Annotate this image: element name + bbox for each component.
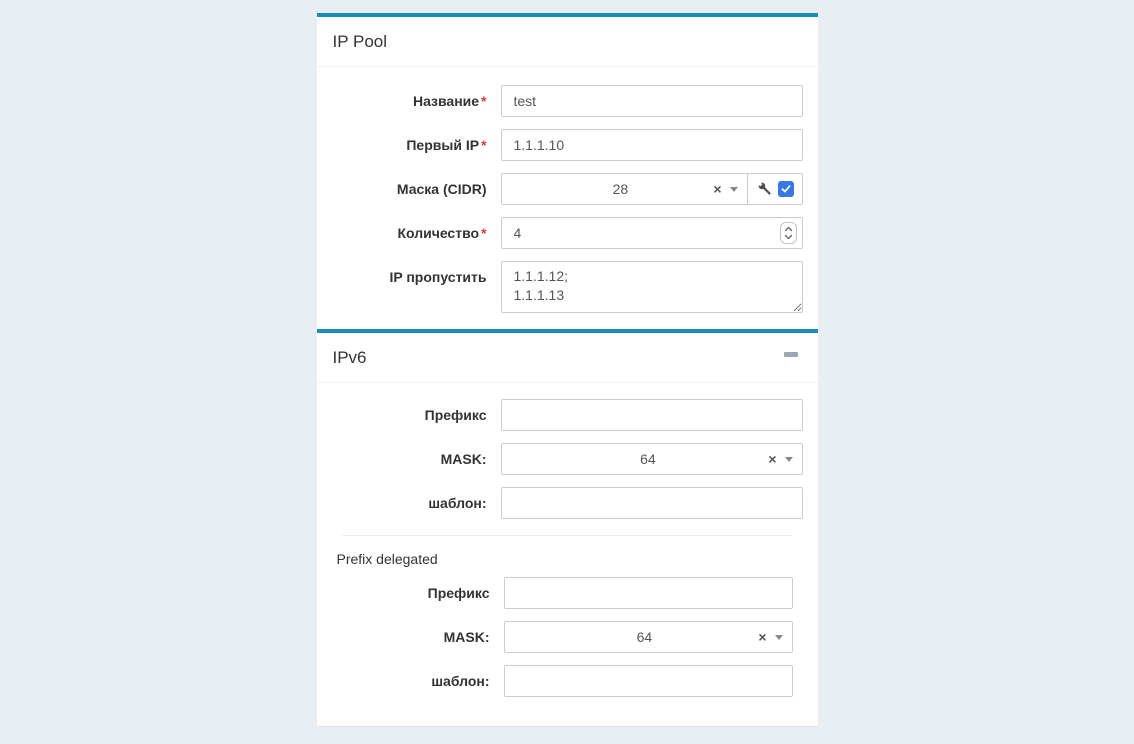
clear-icon[interactable]: × — [713, 181, 722, 197]
skip-ip-label — [332, 261, 487, 318]
count-row — [332, 217, 803, 249]
ipv6-header — [317, 333, 818, 383]
count-input[interactable] — [501, 217, 803, 249]
pd-mask-select[interactable] — [504, 621, 793, 653]
pd-template-control — [504, 665, 793, 697]
name-input[interactable] — [501, 85, 803, 117]
ip-pool-header — [317, 17, 818, 67]
mask-cidr-select[interactable] — [501, 173, 748, 205]
ipv6-mask-selected-value: 64 — [640, 451, 656, 467]
required-asterisk: * — [481, 93, 487, 109]
pd-prefix-label-text: Префикс — [427, 585, 490, 601]
mask-cidr-row — [332, 173, 803, 205]
ipv6-mask-label — [332, 443, 487, 475]
pd-mask-label-text: MASK: — [443, 629, 490, 645]
required-asterisk: * — [481, 225, 487, 241]
count-label — [332, 217, 487, 249]
wrench-icon[interactable] — [756, 180, 774, 198]
pd-mask-label — [335, 621, 490, 653]
ipv6-mask-row — [332, 443, 803, 475]
mask-cidr-label-text: Маска (CIDR) — [396, 181, 487, 197]
first-ip-label-text: Первый IP — [406, 137, 480, 153]
prefix-delegated-section — [332, 577, 803, 697]
ipv6-mask-select[interactable] — [501, 443, 803, 475]
number-stepper[interactable] — [780, 222, 797, 244]
chevron-down-icon[interactable] — [775, 635, 783, 640]
checkmark-icon — [781, 184, 791, 194]
ipv6-template-row — [332, 487, 803, 519]
count-label-text: Количество — [397, 225, 480, 241]
ipv6-prefix-input[interactable] — [501, 399, 803, 431]
pd-mask-selected-value: 64 — [636, 629, 653, 645]
panel-title-ipv6: IPv6 — [332, 348, 367, 367]
skip-ip-control — [501, 261, 803, 318]
first-ip-label — [332, 129, 487, 161]
pd-template-row — [335, 665, 793, 697]
ipv6-prefix-label-text: Префикс — [424, 407, 487, 423]
mask-cidr-label — [332, 173, 487, 205]
pd-mask-control — [504, 621, 793, 653]
pd-prefix-input[interactable] — [504, 577, 793, 609]
ipv6-template-label — [332, 487, 487, 519]
mask-auto-checkbox[interactable] — [778, 181, 794, 197]
mask-cidr-control — [501, 173, 803, 205]
name-label — [332, 85, 487, 117]
section-divider — [342, 535, 793, 536]
name-label-text: Название — [412, 93, 480, 109]
ip-pool-body — [317, 67, 818, 329]
name-control — [501, 85, 803, 117]
ipv6-mask-control — [501, 443, 803, 475]
first-ip-input[interactable] — [501, 129, 803, 161]
mask-cidr-selected-value: 28 — [612, 181, 629, 197]
pd-prefix-label — [335, 577, 490, 609]
pd-mask-row — [335, 621, 793, 653]
required-asterisk: * — [481, 137, 487, 153]
form-column — [317, 13, 818, 727]
first-ip-control — [501, 129, 803, 161]
ipv6-prefix-control — [501, 399, 803, 431]
ipv6-mask-label-text: MASK: — [440, 451, 487, 467]
pd-template-label — [335, 665, 490, 697]
ipv6-prefix-label — [332, 399, 487, 431]
ip-pool-panel — [317, 13, 818, 329]
chevron-down-icon[interactable] — [730, 187, 738, 192]
pd-template-label-text: шаблон: — [431, 673, 490, 689]
count-control — [501, 217, 803, 249]
ipv6-prefix-row — [332, 399, 803, 431]
chevron-down-icon[interactable] — [785, 457, 793, 462]
skip-ip-row — [332, 261, 803, 318]
pd-prefix-control — [504, 577, 793, 609]
name-row — [332, 85, 803, 117]
first-ip-row — [332, 129, 803, 161]
skip-ip-label-text: IP пропустить — [389, 269, 487, 285]
pd-template-input[interactable] — [504, 665, 793, 697]
ipv6-template-input[interactable] — [501, 487, 803, 519]
mask-cidr-group — [501, 173, 803, 205]
panel-title-ip-pool: IP Pool — [332, 32, 388, 51]
collapse-minus-icon[interactable] — [784, 352, 798, 357]
ipv6-panel — [317, 329, 818, 727]
ipv6-body — [317, 383, 818, 726]
ipv6-template-control — [501, 487, 803, 519]
prefix-delegated-heading: Prefix delegated — [336, 551, 438, 567]
ipv6-template-label-text: шаблон: — [428, 495, 487, 511]
mask-wrench-addon — [748, 173, 803, 205]
stepper-arrows-icon — [784, 225, 793, 241]
clear-icon[interactable]: × — [758, 629, 767, 645]
clear-icon[interactable]: × — [768, 451, 777, 467]
pd-prefix-row — [335, 577, 793, 609]
skip-ip-textarea[interactable] — [501, 261, 803, 313]
